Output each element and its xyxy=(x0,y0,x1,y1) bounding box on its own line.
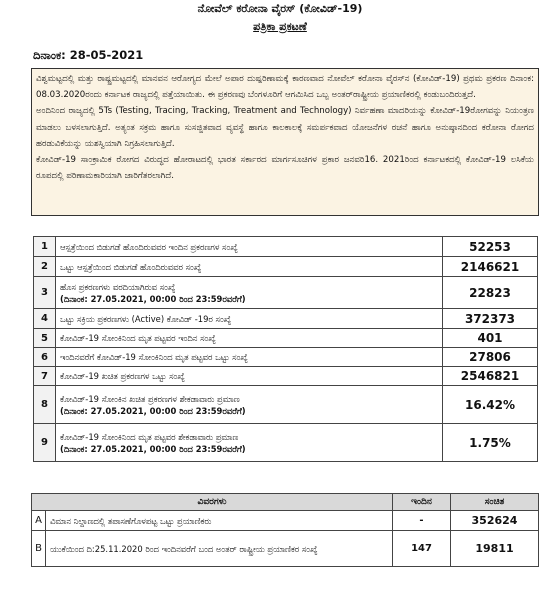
row-number: 5 xyxy=(34,329,56,348)
document-subtitle: ಪತ್ರಿಕಾ ಪ್ರಕಟಣೆ xyxy=(253,20,307,33)
table-row xyxy=(34,257,538,277)
row-number: 4 xyxy=(34,309,56,329)
row-value: 1.75% xyxy=(443,424,538,462)
row-label-text: ಕೋವಿಡ್-19 ಸೋಂಕಿನಿಂದ ಮೃತ ಪಟ್ಟವರ ಇಂದಿನ ಸಂಖ್ಯೆ xyxy=(60,333,216,343)
table-header-row xyxy=(32,494,539,511)
table-row xyxy=(34,386,538,424)
table-row xyxy=(34,277,538,309)
row-label-text: ಹೊಸ ಪ್ರಕರಣಗಳು ವರದಿಯಾಗಿರುವ ಸಂಖ್ಯೆ xyxy=(60,281,176,292)
row-number: 6 xyxy=(34,348,56,367)
intro-box xyxy=(31,68,539,216)
intro-paragraph: ವಿಶ್ವಮಟ್ಟದಲ್ಲಿ ಮತ್ತು ರಾಷ್ಟ್ರಮಟ್ಟದಲ್ಲಿ ಮಾನವನ ಆರೋಗ್ಯದ ಮೇಲೆ ಅಪಾರ ದುಷ್ಪರಿಣಾಮಕ್ಕೆ ಕಾರಣವಾದ ನೋವೆಲ್ ಕರೋನಾ ವೈರಸ್‌ನ (ಕೋವಿಡ್-19) ಪ್ರಥಮ ಪ್ರಕರಣ ದಿನಾಂಕ: 08.03.2020ರಂದು ಕರ್ನಾಟಕ ರಾಜ್ಯದಲ್ಲಿ ಪತ್ತೆಯಾಯಿತು. ಈ ಪ್ರಕರಣವು ಬೆಂಗಳೂರಿಗೆ ಆಗಮಿಸಿದ ಒಬ್ಬ ಅಂತರ್‌ರಾಷ್ಟ್ರೀಯ ಪ್ರಯಾಣಿಕರಲ್ಲಿ ಕಂಡುಬಂದಿರುತ್ತದೆ. xyxy=(36,74,534,101)
row-date-note: (ದಿನಾಂಕ: 27.05.2021, 00:00 ರಿಂದ 23:59ರವರೆಗೆ) xyxy=(60,293,246,304)
row-label xyxy=(56,424,443,462)
row-number: 9 xyxy=(34,424,56,462)
covid-stats-table xyxy=(33,236,538,462)
row-number: 2 xyxy=(34,257,56,277)
header-details: ವಿವರಗಳು xyxy=(32,494,393,511)
row-label xyxy=(56,237,443,257)
row-label: ಯುಕೆಯಿಂದ ದಿ:25.11.2020 ರಿಂದ ಇಂದಿನವರೆಗೆ ಬಂದ ಅಂತರ್ ರಾಷ್ಟ್ರೀಯ ಪ್ರಯಾಣಿಕರ ಸಂಖ್ಯೆ xyxy=(46,531,393,567)
row-number: 1 xyxy=(34,237,56,257)
row-label-text: ಇಂದಿನವರೆಗೆ ಕೋವಿಡ್-19 ಸೋಂಕಿನಿಂದ ಮೃತ ಪಟ್ಟವರ ಒಟ್ಟು ಸಂಖ್ಯೆ xyxy=(60,352,248,362)
table-row xyxy=(32,511,539,531)
row-cumulative: 19811 xyxy=(451,531,539,567)
row-date-note: (ದಿನಾಂಕ: 27.05.2021, 00:00 ರಿಂದ 23:59ರವರೆಗೆ) xyxy=(60,443,246,454)
row-date-note: (ದಿನಾಂಕ: 27.05.2021, 00:00 ರಿಂದ 23:59ರವರೆಗೆ) xyxy=(60,405,246,416)
table-row xyxy=(34,329,538,348)
row-value: 52253 xyxy=(443,237,538,257)
row-label xyxy=(56,367,443,386)
header-today: ಇಂದಿನ xyxy=(393,494,451,511)
row-label: ವಿಮಾನ ನಿಲ್ದಾಣದಲ್ಲಿ ತಪಾಸಣೆಗೊಳಪಟ್ಟ ಒಟ್ಟು ಪ್ರಯಾಣಿಕರು xyxy=(46,511,393,531)
row-number: 8 xyxy=(34,386,56,424)
row-code: A xyxy=(32,511,46,531)
table-row xyxy=(34,237,538,257)
row-label xyxy=(56,386,443,424)
row-value: 16.42% xyxy=(443,386,538,424)
intro-paragraph: ಅಂದಿನಿಂದ ರಾಜ್ಯದಲ್ಲಿ 5Ts (Testing, Tracing, Tracking, Treatment and Technology) ನಿರ್ವಹಣಾ ಮಾದರಿಯನ್ನು ಕೋವಿಡ್-19ರೋಗವನ್ನು ನಿಯಂತ್ರಣ ಮಾಡಲು ಬಳಸಲಾಗುತ್ತಿದೆ. ಅತ್ಯಂತ ಸಕ್ರಮ ಹಾಗೂ ಸುಸಜ್ಜಿತವಾದ ವ್ಯವಸ್ಥೆ ಹಾಗೂ ಕಾಲಕಾಲಕ್ಕೆ ಸಮರ್ಪಕವಾದ ಯೋಜನೆಗಳ ರಚನೆ ಹಾಗೂ ಅನುಷ್ಠಾನದಿಂದ ಕರೋನಾ ರೋಗದ ಹರಡುವಿಕೆಯನ್ನು ಯಶಸ್ವಿಯಾಗಿ ನಿಗ್ರಹಿಸಲಾಗುತ್ತಿದೆ. xyxy=(36,106,534,149)
row-today: 147 xyxy=(393,531,451,567)
row-value: 372373 xyxy=(443,309,538,329)
release-date: ದಿನಾಂಕ: 28-05-2021 xyxy=(33,48,144,62)
row-label-text: ಆಸ್ಪತ್ರೆಯಿಂದ ಬಿಡುಗಡೆ ಹೊಂದಿರುವವರ ಇಂದಿನ ಪ್ರಕರಣಗಳ ಸಂಖ್ಯೆ xyxy=(60,241,238,252)
row-label xyxy=(56,348,443,367)
table-row xyxy=(34,424,538,462)
row-today: - xyxy=(393,511,451,531)
row-label-text: ಒಟ್ಟು ಸಕ್ರಿಯ ಪ್ರಕರಣಗಳು (Active) ಕೋವಿಡ್ -19ರ ಸಂಖ್ಯೆ xyxy=(60,313,232,324)
row-label xyxy=(56,329,443,348)
traveller-table xyxy=(31,493,539,567)
table-row xyxy=(32,531,539,567)
row-value: 401 xyxy=(443,329,538,348)
intro-paragraph: ಕೋವಿಡ್-19 ಸಾಂಕ್ರಾಮಿಕ ರೋಗದ ವಿರುದ್ಧದ ಹೋರಾಟದಲ್ಲಿ ಭಾರತ ಸರ್ಕಾರದ ಮಾರ್ಗಸೂಚಿಗಳ ಪ್ರಕಾರ ಜನವರಿ16. 2021ರಿಂದ ಕರ್ನಾಟಕದಲ್ಲಿ ಕೋವಿಡ್-19 ಲಸಿಕೆಯ ರೂಪದಲ್ಲಿ ಪರಿಣಾಮಕಾರಿಯಾಗಿ ಜಾರಿಗೆತರಲಾಗಿದೆ. xyxy=(36,155,534,182)
row-label xyxy=(56,309,443,329)
document-title: ನೋವೆಲ್ ಕರೋನಾ ವೈರಸ್ (ಕೋವಿಡ್-19) xyxy=(197,2,363,15)
row-label xyxy=(56,257,443,277)
header-cumulative: ಸಂಚಿತ xyxy=(451,494,539,511)
row-label-text: ಕೋವಿಡ್-19 ಸೋಂಕಿನಿಂದ ಮೃತ ಪಟ್ಟವರ ಶೇಕಡಾವಾರು ಪ್ರಮಾಣ xyxy=(60,431,239,442)
row-value: 2146621 xyxy=(443,257,538,277)
row-label-text: ಒಟ್ಟು ಆಸ್ಪತ್ರೆಯಿಂದ ಬಿಡುಗಡೆ ಹೊಂದಿರುವವರ ಸಂಖ್ಯೆ xyxy=(60,261,202,272)
row-number: 3 xyxy=(34,277,56,309)
table-row xyxy=(34,348,538,367)
row-value: 2546821 xyxy=(443,367,538,386)
row-cumulative: 352624 xyxy=(451,511,539,531)
row-label-text: ಕೋವಿಡ್-19 ಖಚಿತ ಪ್ರಕರಣಗಳ ಒಟ್ಟು ಸಂಖ್ಯೆ xyxy=(60,371,185,381)
row-value: 27806 xyxy=(443,348,538,367)
row-label-text: ಕೋವಿಡ್-19 ಸೋಂಕಿನ ಖಚಿತ ಪ್ರಕರಣಗಳ ಶೇಕಡಾವಾರು ಪ್ರಮಾಣ xyxy=(60,393,240,404)
table-row xyxy=(34,367,538,386)
row-number: 7 xyxy=(34,367,56,386)
row-value: 22823 xyxy=(443,277,538,309)
row-code: B xyxy=(32,531,46,567)
table-row xyxy=(34,309,538,329)
row-label xyxy=(56,277,443,309)
